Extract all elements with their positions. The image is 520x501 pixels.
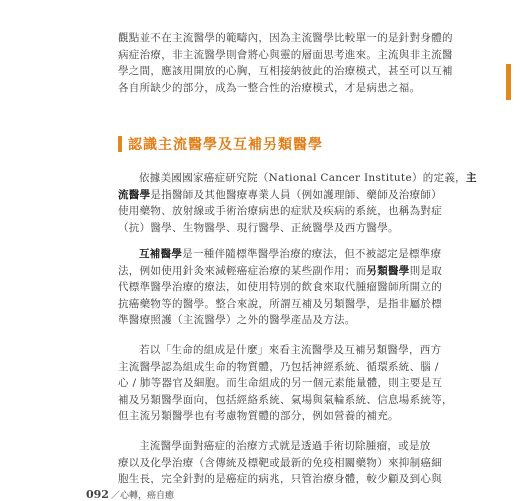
text-run: 依據美國國家癌症研究院（National Cancer Institute）的定義， bbox=[139, 172, 466, 184]
text-line bbox=[118, 263, 474, 280]
text-line: 主流醫學面對癌症的治療方式就是透過手術切除腫瘤，或是放 bbox=[139, 440, 431, 452]
complementary-paragraph bbox=[118, 246, 474, 329]
text-line: 準醫療照護（主流醫學）之外的醫學產品及方法。 bbox=[118, 314, 356, 326]
text-line: 使用藥物、放射線或手術治療病患的症狀及疾病的系統，也稱為對症 bbox=[118, 205, 442, 217]
section-heading bbox=[118, 134, 323, 154]
text-run: 則是取 bbox=[409, 264, 443, 277]
text-line: 胞生長，完全針對的是癌症的病兆，只管治療身體，較少顧及到心與 bbox=[118, 473, 442, 485]
text-line: 若以「生命的組成是什麼」來看主流醫學及互補另類醫學，西方 bbox=[139, 344, 442, 356]
text-line: （抗）醫學、生物醫學、現行醫學、正統醫學及西方醫學。 bbox=[118, 221, 399, 234]
life-composition-paragraph bbox=[118, 342, 474, 425]
bold-term: 互補醫學 bbox=[139, 248, 183, 260]
page-footer bbox=[86, 488, 174, 501]
text-line: 各自所缺少的部分，成為一整合性的治療模式，才是病患之福。 bbox=[118, 81, 421, 94]
text-line: 療以及化學治療（含傳統及標靶或最新的免疫相關藥物）來抑制癌細 bbox=[118, 456, 442, 469]
text-line: 心 / 肺等器官及細胞。而生命組成的另一個元素能量體，則主要是互 bbox=[118, 377, 443, 389]
text-run: 法，例如使用針灸來減輕癌症治療的某些副作用；而 bbox=[118, 264, 367, 277]
text-line: 但主流另類醫學也有考慮物質體的部分，例如營養的補充。 bbox=[118, 410, 399, 422]
intro-paragraph bbox=[118, 30, 474, 96]
text-line: 主流醫學認為組成生命的物質體，乃包括神經系統、循環系統、腦 / bbox=[118, 360, 439, 373]
section-heading-text: 認識主流醫學及互補另類醫學 bbox=[128, 137, 323, 153]
bold-term: 流醫學 bbox=[118, 188, 151, 201]
definition-paragraph bbox=[118, 170, 477, 236]
text-run: 是指醫師及其他醫療專業人員（例如護理師、藥師及治療師） bbox=[150, 188, 443, 201]
treatment-paragraph bbox=[118, 438, 474, 488]
text-run: 是一種伴隨標準醫學治療的療法，但不被認定是標準療 bbox=[182, 248, 442, 260]
text-line bbox=[118, 246, 474, 263]
text-line: 補及另類醫學面向，包括經絡系統、氣場與氣輪系統、信息場系統等， bbox=[118, 393, 453, 406]
text-line: 抗癌藥物等的醫學。整合來說，所謂互補及另類醫學，是指非屬於標 bbox=[118, 297, 442, 310]
bold-term: 主 bbox=[465, 172, 477, 184]
text-line bbox=[118, 170, 477, 187]
bold-term: 另類醫學 bbox=[366, 264, 410, 277]
heading-marker bbox=[118, 136, 122, 152]
text-line bbox=[118, 187, 474, 204]
text-line: 觀點並不在主流醫學的範疇內，因為主流醫學比較單一的是針對身體的 bbox=[118, 32, 453, 44]
text-line: 學之間，應該用開放的心胸，互相接納彼此的治療模式，甚至可以互補 bbox=[118, 65, 453, 77]
book-title: ／心轉，癌自癒 bbox=[110, 491, 174, 501]
page-number: 092 bbox=[86, 488, 109, 501]
text-line: 代標準醫學治療的療法，如使用特別的飲食來取代腫瘤醫師所開立的 bbox=[118, 281, 442, 293]
chapter-edge-tab bbox=[506, 64, 511, 100]
text-line: 病症治療，非主流醫學則會將心與靈的層面思考進來。主流與非主流醫 bbox=[118, 48, 453, 61]
